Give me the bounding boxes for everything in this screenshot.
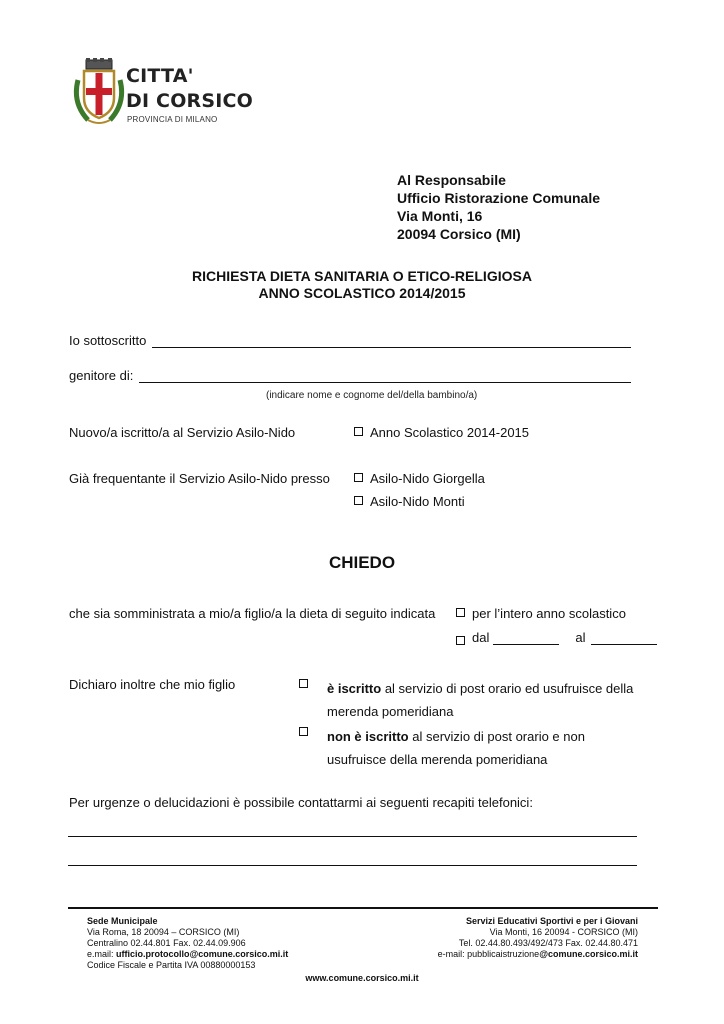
province-name: PROVINCIA DI MILANO	[127, 115, 218, 124]
genitore-field[interactable]	[139, 370, 631, 383]
checkbox[interactable]	[299, 725, 315, 740]
option-iscritto[interactable]: è iscritto al servizio di post orario ed usufruisce della merenda pomeridiana	[327, 681, 634, 719]
date-range-row	[456, 630, 657, 645]
sottoscritto-label: Io sottoscritto	[69, 333, 147, 348]
nuovo-label: Nuovo/a iscritto/a al Servizio Asilo-Nido	[69, 425, 296, 440]
protocol-email-link[interactable]: ufficio.protocollo@comune.corsico.mi.it	[116, 949, 289, 959]
footer-left: Sede Municipale Via Roma, 18 20094 – CORSICO (MI) Centralino 02.44.801 Fax. 02.44.09.906 e.mail: ufficio.protocollo@comune.corsico.mi.it Codice Fiscale e Partita IVA 00880000153	[87, 916, 289, 970]
gia-label: Già frequentante il Servizio Asilo-Nido presso	[69, 471, 330, 486]
sottoscritto-row	[69, 333, 631, 348]
footer-divider	[68, 907, 658, 909]
addressee-line: Al Responsabile	[397, 172, 506, 188]
education-email-link[interactable]: @comune.corsico.mi.it	[539, 949, 638, 959]
genitore-row	[69, 368, 631, 383]
sottoscritto-field[interactable]	[152, 335, 631, 348]
dal-field[interactable]	[493, 632, 559, 645]
addressee-line: Via Monti, 16	[397, 208, 483, 224]
option-non-iscritto[interactable]: non è iscritto al servizio di post orario e non usufruisce della merenda pomeridiana	[327, 729, 585, 767]
website-link[interactable]: www.comune.corsico.mi.it	[305, 973, 419, 983]
gia-option-giorgella[interactable]: Asilo-Nido Giorgella	[354, 471, 485, 486]
addressee-line: Ufficio Ristorazione Comunale	[397, 190, 601, 206]
nuovo-option[interactable]: Anno Scolastico 2014-2015	[354, 425, 529, 440]
urgent-text: Per urgenze o delucidazioni è possibile contattarmi ai seguenti recapiti telefonici:	[69, 795, 533, 810]
document-title: RICHIESTA DIETA SANITARIA O ETICO-RELIGIOSA ANNO SCOLASTICO 2014/2015	[192, 268, 532, 301]
addressee-block	[397, 171, 600, 243]
al-field[interactable]	[591, 632, 657, 645]
dal-label: dal	[472, 630, 490, 645]
footer-right: Servizi Educativi Sportivi e per i Giovani Via Monti, 16 20094 - CORSICO (MI) Tel. 02.44.80.493/492/473 Fax. 02.44.80.471 e-mail: pubblicaistruzione@comune.corsico.mi.it	[437, 916, 638, 959]
checkbox[interactable]	[354, 473, 363, 482]
gia-option-monti[interactable]: Asilo-Nido Monti	[354, 494, 465, 509]
option-whole-year[interactable]: per l’intero anno scolastico	[456, 606, 626, 621]
al-label: al	[575, 630, 586, 645]
checkbox[interactable]	[299, 677, 315, 692]
chiedo-heading: CHIEDO	[328, 553, 396, 572]
addressee-line: 20094 Corsico (MI)	[397, 226, 521, 242]
genitore-label: genitore di:	[69, 368, 134, 383]
checkbox[interactable]	[354, 427, 363, 436]
city-name: CITTA' DI CORSICO	[126, 65, 254, 112]
declare-label: Dichiaro inoltre che mio figlio	[69, 677, 236, 692]
genitore-hint: (indicare nome e cognome del/della bambino/a)	[266, 390, 478, 401]
phone-field-2[interactable]	[68, 865, 637, 866]
phone-field-1[interactable]	[68, 836, 637, 837]
checkbox[interactable]	[456, 636, 465, 645]
crest-icon	[72, 58, 128, 130]
request-text: che sia somministrata a mio/a figlio/a la dieta di seguito indicata	[69, 606, 436, 621]
checkbox[interactable]	[456, 608, 465, 617]
checkbox[interactable]	[354, 496, 363, 505]
